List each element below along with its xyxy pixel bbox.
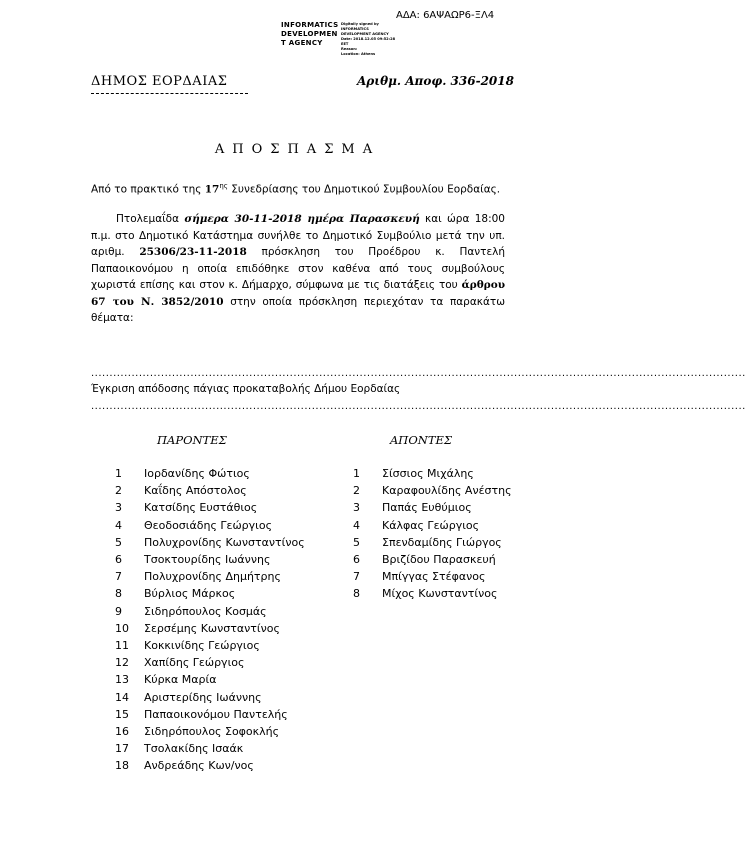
- member-row: [115, 740, 305, 757]
- member-number: 11: [115, 639, 129, 653]
- stamp-detail: Date: 2018.12.05 09:52:28: [341, 37, 396, 41]
- member-number: 3: [115, 501, 122, 515]
- member-row: [115, 723, 305, 740]
- municipality-name: ΔΗΜΟΣ ΕΟΡΔΑΙΑΣ: [91, 74, 228, 89]
- intro-text: Από το πρακτικό της: [91, 183, 205, 196]
- member-row: [353, 568, 512, 585]
- intro-text-end: Συνεδρίασης του Δημοτικού Συμβουλίου Εορδαίας.: [227, 183, 501, 196]
- member-number: 3: [353, 501, 360, 515]
- stamp-detail: INFORMATICS: [341, 27, 369, 31]
- stamp-detail: Location: Athens: [341, 52, 376, 56]
- member-number: 14: [115, 690, 129, 704]
- member-name: Κοκκινίδης Γεώργιος: [144, 639, 260, 653]
- member-number: 15: [115, 707, 129, 721]
- member-name: Αριστερίδης Ιωάννης: [144, 690, 262, 704]
- member-name: Μίχος Κωνσταντίνος: [382, 587, 498, 601]
- member-name: Κάλφας Γεώργιος: [382, 518, 480, 532]
- member-row: [353, 551, 512, 568]
- meeting-text: πρόσκληση του Προέδρου κ. Παντελή Παπαοικονόμου η οποία επιδόθηκε στον καθένα από τους συμβούλους χωριστά επίσης και στον κ. Δήμαρχο, σύμφωνα με τις διατάξεις του: [91, 246, 506, 291]
- member-name: Τσολακίδης Ισαάκ: [144, 742, 244, 756]
- member-number: 2: [115, 484, 122, 498]
- meeting-text: και ώρα 18:00 π.μ. στο Δημοτικό Κατάστημα συνήλθε το Δημοτικό Συμβούλιο μετά την υπ. αριθμ.: [91, 213, 505, 258]
- meeting-text: Πτολεμαΐδα: [116, 213, 185, 225]
- member-number: 8: [115, 587, 122, 601]
- member-row: [353, 585, 512, 602]
- member-number: 6: [353, 553, 360, 567]
- stamp-line: DEVELOPMEN: [281, 30, 338, 38]
- member-name: Πολυχρονίδης Δημήτρης: [144, 570, 281, 584]
- stamp-detail: Reason:: [341, 47, 358, 51]
- dotted-separator: ..................................................................................................................................................................................: [91, 401, 746, 412]
- member-number: 18: [115, 759, 129, 773]
- member-row: [353, 499, 512, 516]
- member-number: 1: [353, 467, 360, 480]
- member-number: 8: [353, 587, 360, 601]
- member-row: [115, 620, 305, 637]
- ada-code: ΑΔΑ: 6ΑΨΑΩΡ6-ΞΛ4: [396, 10, 495, 21]
- member-number: 2: [353, 484, 360, 498]
- meeting-date: σήμερα 30-11-2018 ημέρα Παρασκευή: [184, 213, 420, 225]
- member-name: Παπάς Ευθύμιος: [382, 501, 472, 515]
- member-name: Χαπίδης Γεώργιος: [144, 656, 245, 670]
- meeting-paragraph: [91, 211, 505, 327]
- member-number: 17: [115, 742, 129, 756]
- absent-heading: ΑΠΟΝΤΕΣ: [390, 433, 453, 447]
- member-row: [115, 482, 305, 499]
- member-row: [115, 603, 305, 620]
- member-name: Βριζίδου Παρασκευή: [382, 553, 496, 567]
- stamp-org-name: [281, 21, 338, 48]
- stamp-detail: DEVELOPMENT AGENCY: [341, 32, 389, 36]
- intro-paragraph: [91, 178, 505, 198]
- member-name: Σιδηρόπουλος Κοσμάς: [144, 604, 267, 618]
- member-name: Ανδρεάδης Κων/νος: [144, 759, 254, 773]
- stamp-line: T AGENCY: [281, 39, 323, 47]
- member-name: Σερσέμης Κωνσταντίνος: [144, 621, 280, 635]
- member-row: [353, 517, 512, 534]
- member-name: Σπενδαμίδης Γιώργος: [382, 535, 502, 549]
- header-divider: [91, 93, 248, 94]
- member-name: Παπαοικονόμου Παντελής: [144, 707, 288, 721]
- member-number: 7: [115, 570, 122, 584]
- member-row: [353, 534, 512, 551]
- session-number: 17: [204, 183, 220, 196]
- member-name: Βύρλιος Μάρκος: [144, 587, 236, 601]
- member-row: [115, 465, 305, 482]
- member-number: 12: [115, 656, 129, 670]
- member-number: 16: [115, 725, 129, 739]
- member-row: [115, 499, 305, 516]
- member-row: [353, 465, 512, 482]
- member-number: 4: [115, 518, 122, 532]
- member-name: Τσοκτουρίδης Ιωάννης: [144, 553, 271, 567]
- member-row: [115, 757, 305, 774]
- member-name: Θεοδοσιάδης Γεώργιος: [144, 518, 273, 532]
- agenda-topic: Έγκριση απόδοσης πάγιας προκαταβολής Δήμου Εορδαίας: [91, 383, 401, 395]
- stamp-detail: EET: [341, 42, 349, 46]
- invitation-number: 25306/23-11-2018: [139, 246, 247, 258]
- member-number: 4: [353, 518, 360, 532]
- member-name: Καΐδης Απόστολος: [144, 484, 247, 498]
- member-name: Μπίγγας Στέφανος: [382, 570, 486, 584]
- stamp-signature-details: [341, 22, 395, 57]
- member-row: [115, 534, 305, 551]
- member-number: 9: [115, 604, 122, 618]
- member-row: [115, 689, 305, 706]
- present-members-list: [115, 465, 305, 775]
- absent-members-list: [353, 465, 512, 603]
- law-reference: άρθρου 67 του Ν. 3852/2010: [91, 279, 505, 308]
- member-row: [115, 568, 305, 585]
- digital-signature-stamp: [281, 21, 396, 56]
- member-number: 5: [115, 535, 122, 549]
- member-name: Ιορδανίδης Φώτιος: [144, 467, 250, 480]
- member-number: 5: [353, 535, 360, 549]
- member-number: 6: [115, 553, 122, 567]
- member-name: Κύρκα Μαρία: [144, 673, 217, 687]
- member-name: Καραφουλίδης Ανέστης: [382, 484, 512, 498]
- member-row: [115, 637, 305, 654]
- session-suffix: ης: [219, 182, 228, 190]
- member-number: 1: [115, 467, 122, 480]
- member-row: [115, 706, 305, 723]
- present-heading: ΠΑΡΟΝΤΕΣ: [157, 433, 227, 447]
- stamp-detail: Digitally signed by: [341, 22, 379, 26]
- member-number: 7: [353, 570, 360, 584]
- member-name: Σίσσιος Μιχάλης: [382, 467, 474, 480]
- decision-number: Αριθμ. Αποφ. 336-2018: [357, 74, 514, 88]
- member-row: [115, 551, 305, 568]
- meeting-text: στην οποία πρόσκληση περιεχόταν τα παρακάτω θέματα:: [91, 295, 505, 324]
- member-name: Κατσίδης Ευστάθιος: [144, 501, 258, 515]
- member-row: [115, 671, 305, 688]
- member-row: [115, 654, 305, 671]
- stamp-line: INFORMATICS: [281, 21, 339, 29]
- member-number: 10: [115, 621, 129, 635]
- member-number: 13: [115, 673, 129, 687]
- member-row: [115, 585, 305, 602]
- member-name: Πολυχρονίδης Κωνσταντίνος: [144, 535, 305, 549]
- member-row: [115, 517, 305, 534]
- document-title: ΑΠΟΣΠΑΣΜΑ: [214, 142, 381, 157]
- member-row: [353, 482, 512, 499]
- dotted-separator: ..................................................................................................................................................................................: [91, 368, 746, 379]
- member-name: Σιδηρόπουλος Σοφοκλής: [144, 725, 280, 739]
